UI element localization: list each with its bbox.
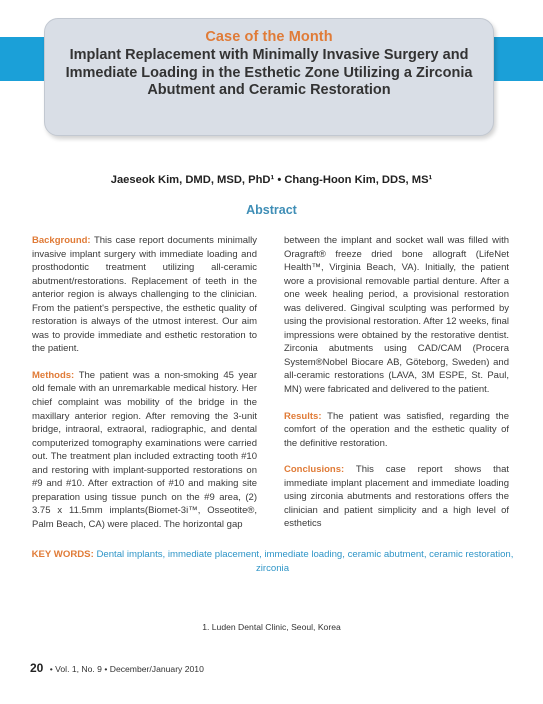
results-label: Results: [284,410,322,422]
background-text: This case report documents minimally invasive implant surgery with immediate loading and prosthodontic treatment utilizing all-ceramic abutment/restorations. Replacement of teeth in the anterior region is always challenging to the clinician. From the patient's perspective, the esthetic quality of restoration is always of the utmost interest. Our aim was to provide immediate and esthetic restoration to the patient. [32,235,258,355]
title-box [44,18,494,136]
background-paragraph [32,234,257,356]
abstract-column-left [32,234,257,544]
abstract-heading: Abstract [246,203,297,217]
methods-paragraph [32,369,257,532]
page-number: 20 [30,661,44,675]
page-footer [30,661,204,675]
results-text: The patient was satisfied, regarding the comfort of the operation and the esthetic quality of the definitive restoration. [284,410,509,449]
keywords-label: KEY WORDS: [31,549,94,560]
issue-info: • Vol. 1, No. 9 • December/January 2010 [49,664,204,674]
case-label: Case of the Month [205,29,333,45]
results-paragraph [284,410,509,451]
conclusions-paragraph [284,463,509,531]
abstract-column-right [284,234,509,544]
methods-text: The patient was a non-smoking 45 year old female with an unremarkable medical history. Her chief complaint was mobility of the bridge in the maxillary anterior region. After removing the 3-unit bridge, intraoral, extraoral, radiographic, and dental computerized tomography examinations were carried out. The treatment plan included extracting tooth #10 and restoring with implant-supported restorations on #9 and #10. After extraction of #10 and making site preparation using tissue punch on the #9 area, (2) 3.75 x 11.5mm implants(Biomet-3i™, Osseotite®, Palm Beach, CA) were placed. The horizontal gap [32,369,258,530]
article-title: Implant Replacement with Minimally Invasive Surgery and Immediate Loading in the Esthetic Zone Utilizing a Zirconia Abutment and Ceramic Restoration [65,47,473,98]
methods-label: Methods: [32,369,75,381]
affiliation: 1. Luden Dental Clinic, Seoul, Korea [202,622,341,632]
methods-continued: between the implant and socket wall was filled with Oragraft® freeze dried bone allograft (LifeNet Health™, Virginia Beach, VA). Initially, the patient wore a provisional removable partial denture. After a one week healing period, a provisional restoration was delivered. Gingival sculpting was performed by using the provisional restoration. After 12 weeks, final impressions were obtained by the restorative dentist. Zirconia abutments using CAD/CAM (Procera System®Nobel Biocare AB, Göteborg, Sweden) and all-ceramic restorations (LAVA, 3M ESPE, St. Paul, MN) were fabricated and delivered to the patient. [284,235,509,396]
authors: Jaeseok Kim, DMD, MSD, PhD¹ • Chang-Hoon Kim, DDS, MS¹ [110,174,433,186]
conclusions-text: This case report shows that immediate implant placement and immediate loading using zirconia abutments and restorations offers the clinician and patient simplicity and a high level of esthetics [284,464,510,530]
keywords-text: Dental implants, immediate placement, immediate loading, ceramic abutment, ceramic restoration, zirconia [96,549,514,574]
conclusions-label: Conclusions: [284,464,345,476]
keywords [30,548,515,576]
background-label: Background: [32,235,91,246]
